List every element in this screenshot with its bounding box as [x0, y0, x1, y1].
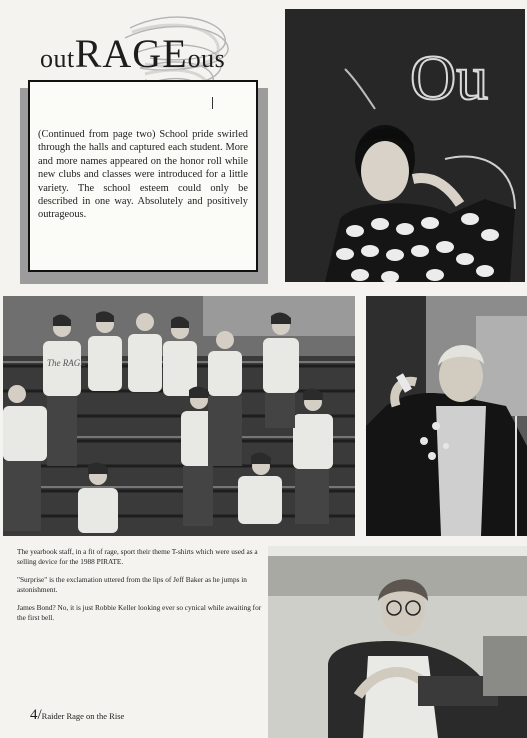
folio-slash: / [37, 707, 42, 723]
photo-robbie-keller [268, 546, 527, 738]
story-body-text: (Continued from page two) School pride swirled through the halls and captured each student. More and more names appeared on the honor roll while new clubs and classes were introduced for a little variety. The school esteem could only be described in one way. Absolutely and positively outrageous. [38, 129, 248, 221]
headline-suffix: ous [187, 44, 226, 73]
caption-jeff-baker: "Surprise" is the exclamation uttered from the lips of Jeff Baker as he jumps in astonishment. [17, 575, 247, 594]
headline-emphasis: RAGE [74, 31, 188, 76]
photo-girl-chalkboard [285, 9, 525, 282]
section-name: Raider Rage on the Rise [41, 711, 125, 721]
pencil-mark [212, 97, 213, 109]
page-folio [30, 706, 124, 724]
photo-jeff-baker [366, 296, 527, 536]
caption-yearbook-staff: The yearbook staff, in a fit of rage, sport their theme T-shirts which were used as a selling device for the 1988 PIRATE. [17, 547, 258, 566]
shirt-logo: The RAGE [47, 358, 86, 368]
chalk-writing: Ou [410, 42, 489, 113]
headline-prefix: out [40, 44, 75, 73]
caption-robbie-keller: James Bond? No, it is just Robbie Keller looking ever so cynical while awaiting for the first bell. [17, 603, 262, 622]
photo-yearbook-staff-bleachers [3, 296, 355, 536]
page-number: 4 [30, 707, 38, 723]
photo-captions [17, 547, 265, 631]
page-headline [40, 30, 225, 77]
